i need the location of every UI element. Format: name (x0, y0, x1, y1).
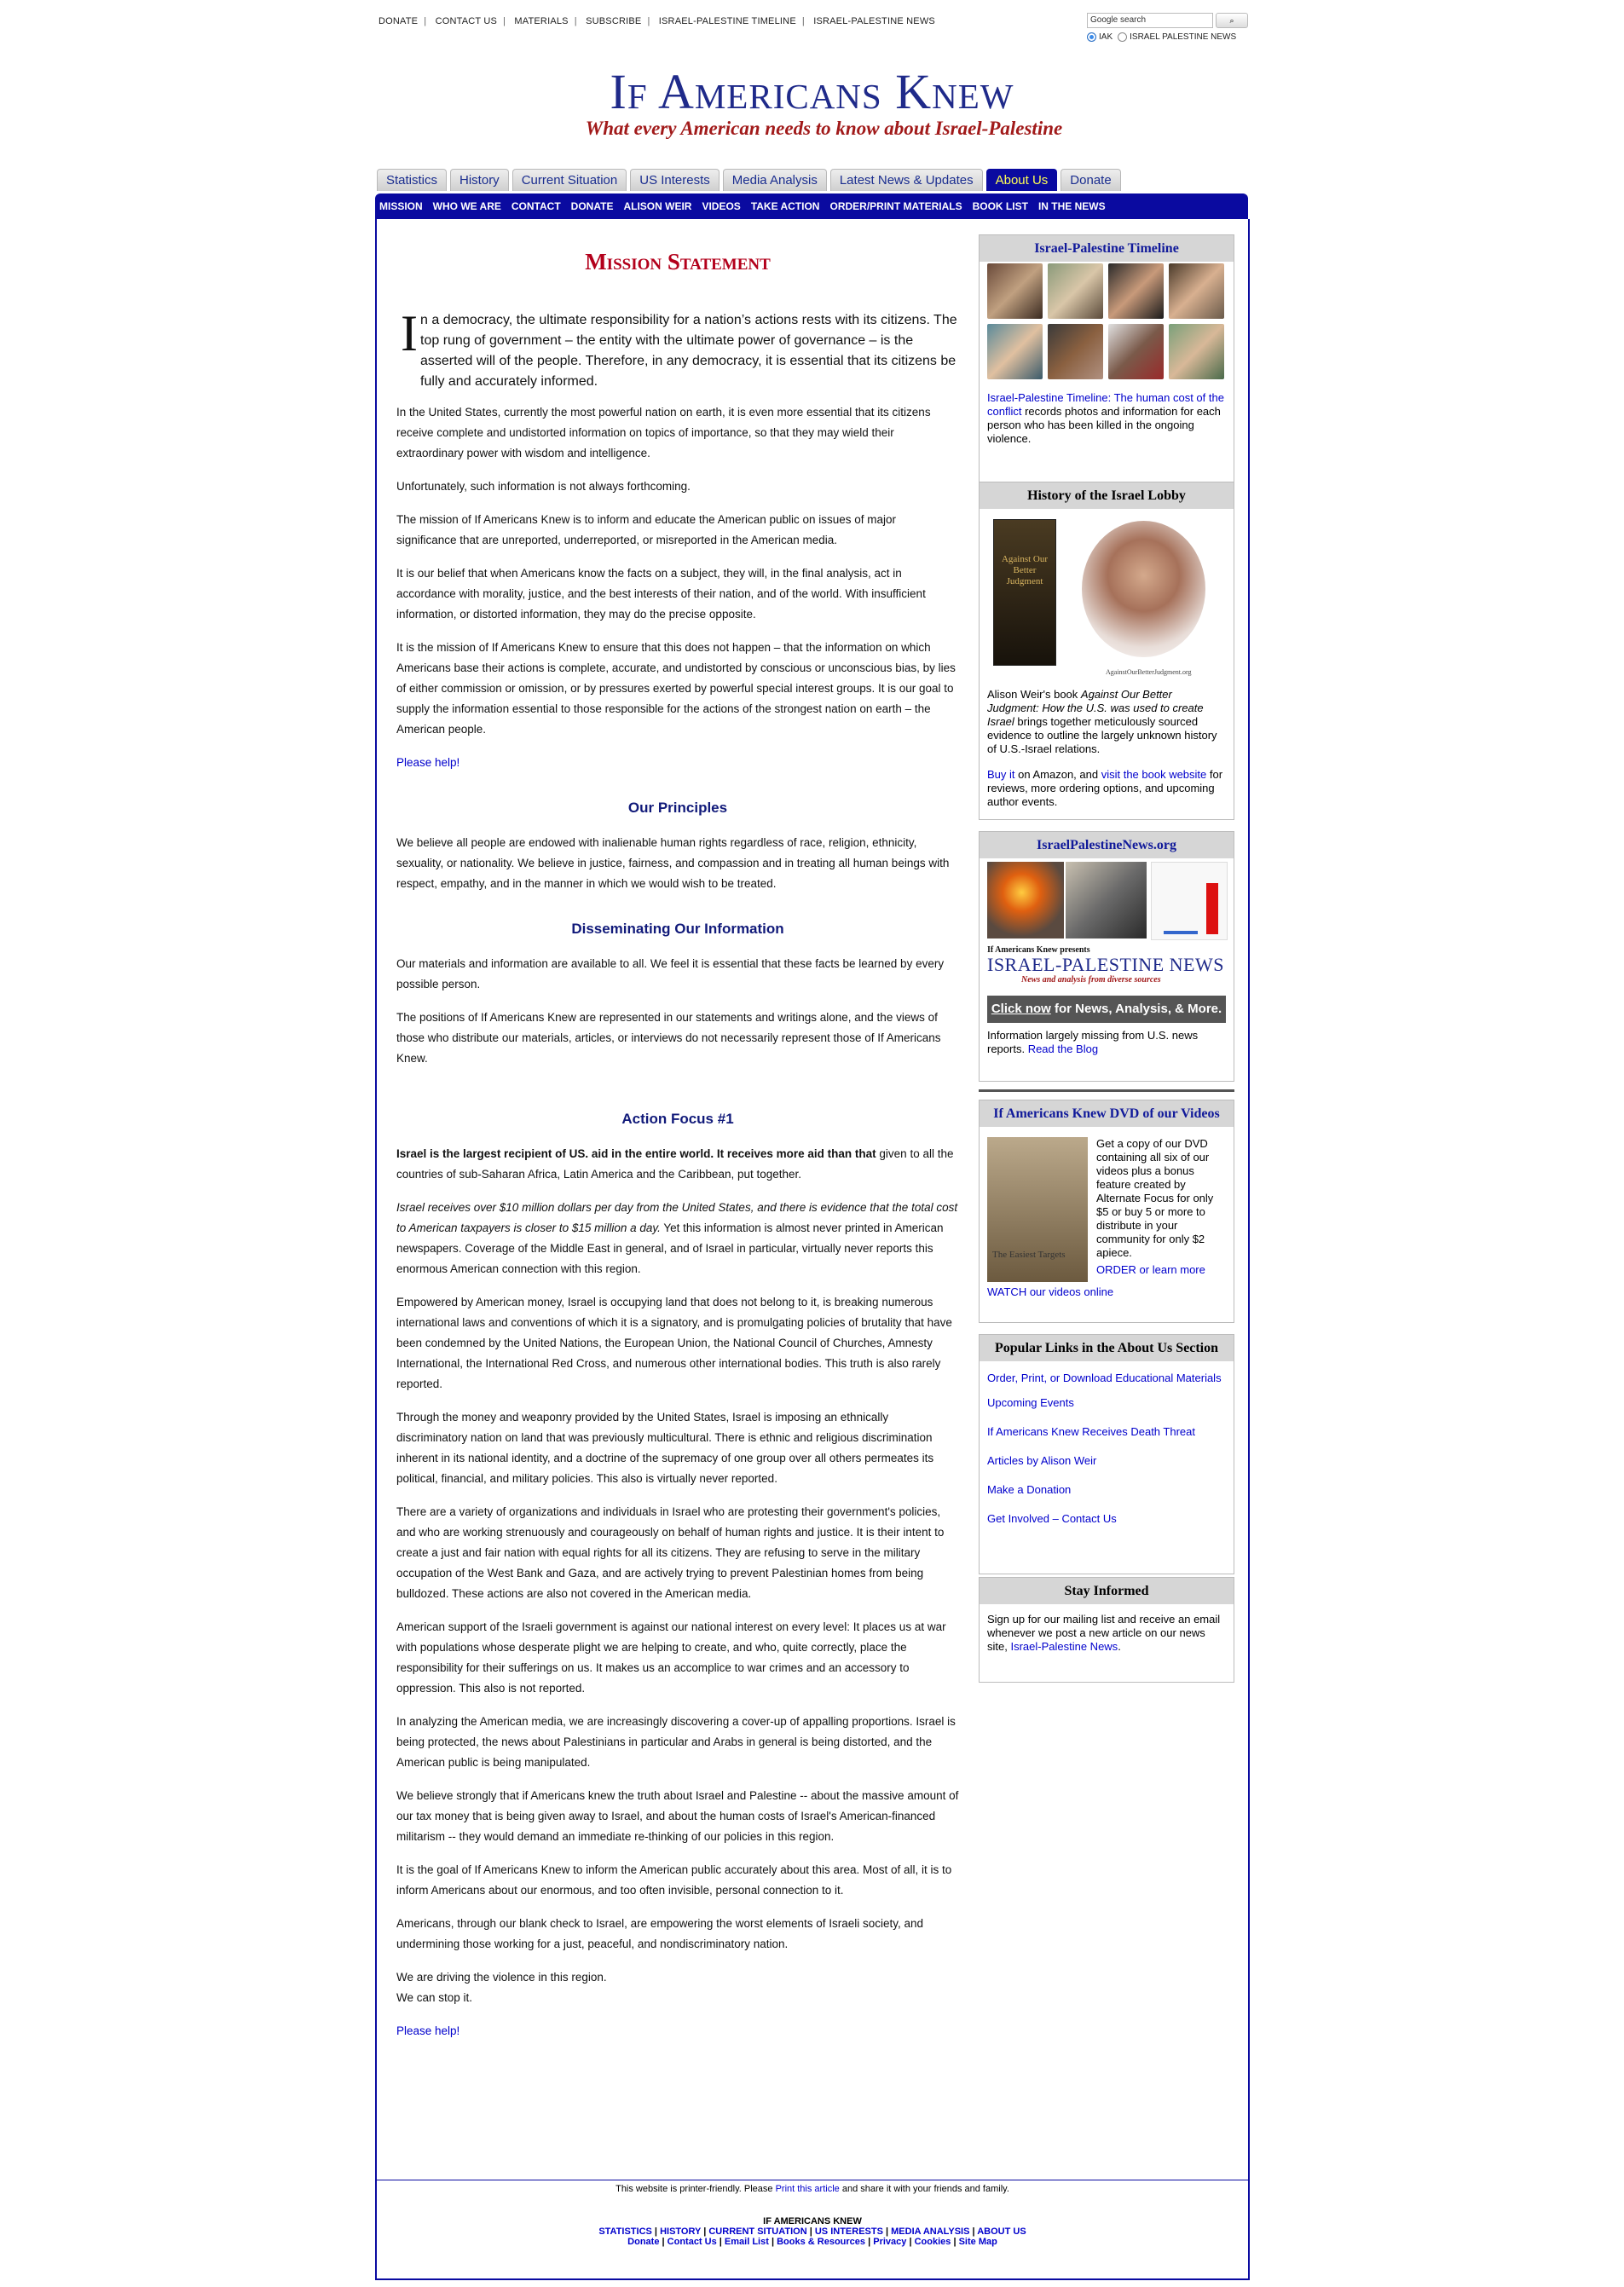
book-website-caption: AgainstOurBetterJudgment.org (1106, 668, 1192, 676)
subnav-videos[interactable]: VIDEOS (702, 200, 741, 212)
news-brand: ISRAEL-PALESTINE NEWS (987, 954, 1224, 975)
paragraph: In analyzing the American media, we are increasingly discovering a cover-up of appalling proportions. Israel is being protected, the news about Palestinians in particular and Arabs in general is being distorted, and the American public is being manipulated. (396, 1715, 956, 1769)
subnav-who-we-are[interactable]: WHO WE ARE (432, 200, 501, 212)
tab-history[interactable]: History (450, 169, 509, 191)
radio-news[interactable] (1118, 32, 1127, 42)
paragraph: It is the goal of If Americans Knew to inform the American public accurately about this area. Most of all, it is to inform Americans about our enormous, and too often invisible, personal connection to it. (396, 1863, 952, 1897)
paragraph: We believe all people are endowed with inalienable human rights regardless of race, religion, ethnicity, sexuality, or nationality. We believe in justice, fairness, and compassion and in treating all human beings with respect, empathy, and in the manner in which we would wish to be treated. (396, 836, 950, 890)
footer-link[interactable]: Privacy (873, 2237, 907, 2247)
widget-body (980, 388, 1234, 453)
topnav-timeline[interactable]: ISRAEL-PALESTINE TIMELINE (658, 16, 796, 26)
widget-title[interactable]: If Americans Knew DVD of our Videos (980, 1100, 1234, 1127)
lead-paragraph (396, 305, 959, 392)
paragraph: We believe strongly that if Americans knew the truth about Israel and Palestine -- about the massive amount of our tax money that is being given away to Israel, and about the human costs of Israel's American-financed militarism -- they would demand an immediate re-thinking of our policies in this region. (396, 1789, 959, 1843)
dvd-cover-title: The Easiest Targets (992, 1250, 1066, 1260)
search-widget (1087, 13, 1249, 42)
tab-latest-news[interactable]: Latest News & Updates (830, 169, 983, 191)
victim-photo[interactable] (1048, 324, 1103, 379)
main-content (396, 247, 959, 2054)
top-utility-nav: DONATE | CONTACT US | MATERIALS | SUBSCRIBE | ISRAEL-PALESTINE TIMELINE | ISRAEL-PALESTINE NEWS (379, 16, 935, 26)
footer-link[interactable]: MEDIA ANALYSIS (891, 2226, 970, 2237)
stay-text-end: . (1118, 1640, 1121, 1653)
news-site-link[interactable]: Israel-Palestine News (1010, 1640, 1118, 1653)
tab-about-us[interactable]: About Us (986, 169, 1058, 191)
paragraph: The mission of If Americans Knew is to inform and educate the American public on issues of major significance that are unreported, underreported, or misreported in the American media. (396, 513, 897, 546)
search-input[interactable]: Google search (1087, 13, 1213, 28)
heading-action-focus: Action Focus #1 (621, 1111, 734, 1127)
paragraph: Empowered by American money, Israel is occupying land that does not belong to it, is breaking numerous international laws and conventions of which it is a signatory, and is promulgating policies of brutality that have been condemned by the United Nations, the European Union, the National Council of Churches, Amnesty International, the International Red Cross, and numerous other international bodies. This truth is also rarely reported. (396, 1296, 952, 1390)
footer-text: and share it with your friends and family. (839, 2184, 1009, 2194)
footer-link[interactable]: Contact Us (667, 2237, 717, 2247)
lobby-text: brings together meticulously sourced evidence to outline the largely unknown history of U.S.-Israel relations. (987, 715, 1217, 755)
footer-print-note (375, 2184, 1250, 2194)
lobby-text: for reviews, more ordering options, and upcoming author events. (987, 768, 1223, 808)
footer-link[interactable]: ABOUT US (977, 2226, 1026, 2237)
footer-link[interactable]: Email List (724, 2237, 769, 2247)
heading-disseminating: Disseminating Our Information (571, 921, 784, 937)
victim-photo-grid[interactable] (987, 263, 1234, 379)
subnav-contact[interactable]: CONTACT (511, 200, 561, 212)
tab-media-analysis[interactable]: Media Analysis (723, 169, 827, 191)
news-presents: If Americans Knew presents (987, 945, 1090, 955)
paragraph: It is our belief that when Americans know the facts on a subject, they will, in the final analysis, act in accordance with morality, justice, and the best interests of their nation, and of the world. With insufficient information, or distorted information, they may do the precise opposite. (396, 567, 926, 621)
footer-link[interactable]: Donate (627, 2237, 660, 2247)
lobby-text: on Amazon, and (1014, 768, 1101, 781)
widget-title: Popular Links in the About Us Section (980, 1335, 1234, 1361)
radio-iak[interactable] (1087, 32, 1096, 42)
buy-link[interactable]: Buy it (987, 768, 1015, 781)
subnav-in-the-news[interactable]: IN THE NEWS (1037, 200, 1106, 212)
widget-title[interactable]: IsraelPalestineNews.org (980, 832, 1234, 858)
news-photo-man (1066, 862, 1147, 938)
paragraph (396, 1198, 959, 1279)
popular-link[interactable]: If Americans Knew Receives Death Threat (987, 1425, 1195, 1438)
action-text: given to all the countries of sub-Saharan Africa, Latin America and the Caribbean, put together. (396, 1147, 954, 1181)
widget-news (979, 831, 1234, 1082)
news-banner[interactable] (987, 862, 1226, 1041)
news-photo-explosion (987, 862, 1064, 938)
book-website-link[interactable]: visit the book website (1101, 768, 1207, 781)
footer-link[interactable]: HISTORY (660, 2226, 702, 2237)
footer-link[interactable]: Books & Resources (777, 2237, 866, 2247)
print-link[interactable]: Print this article (775, 2184, 840, 2194)
footer-link[interactable]: Site Map (958, 2237, 997, 2247)
tab-us-interests[interactable]: US Interests (630, 169, 720, 191)
victim-photo[interactable] (1169, 263, 1224, 319)
read-blog-link[interactable]: Read the Blog (1027, 1042, 1099, 1055)
popular-link[interactable]: Make a Donation (987, 1483, 1072, 1496)
paragraph: Americans, through our blank check to Israel, are empowering the worst elements of Israeli society, and undermining those working for a just, peaceful, and nondiscriminatory nation. (396, 1917, 924, 1950)
book-cover-title: Against Our Better Judgment (1001, 554, 1049, 586)
paragraph: Our materials and information are available to all. We feel it is essential that these facts be learned by every possible person. (396, 957, 945, 990)
widget-body (980, 1361, 1234, 1533)
news-brand-sub: News and analysis from diverse sources (1021, 975, 1161, 985)
logo-tagline: What every American needs to know about Israel-Palestine (585, 118, 1063, 139)
footer-utility-links: Donate | Contact Us | Email List | Books & Resources | Privacy | Cookies | Site Map (627, 2237, 997, 2247)
main-tabs (377, 169, 1124, 191)
widget-title: Stay Informed (980, 1578, 1234, 1604)
footer-link[interactable]: Cookies (914, 2237, 951, 2247)
widget-title[interactable]: Israel-Palestine Timeline (980, 235, 1234, 262)
tab-statistics[interactable]: Statistics (377, 169, 447, 191)
paragraph (396, 1144, 959, 1185)
topnav-materials[interactable]: MATERIALS (514, 16, 569, 26)
closing-line-1: We are driving the violence in this region. (396, 1971, 607, 1984)
topnav-donate[interactable]: DONATE (379, 16, 419, 26)
footer (375, 2184, 1250, 2247)
victim-photo[interactable] (1048, 263, 1103, 319)
footer-link[interactable]: CURRENT SITUATION (708, 2226, 807, 2237)
paragraph: The positions of If Americans Knew are represented in our statements and writings alone, and the views of those who distribute our materials, articles, or interviews do not necessarily represent those of If Americans Knew. (396, 1011, 941, 1065)
topnav-subscribe[interactable]: SUBSCRIBE (586, 16, 642, 26)
paragraph: In the United States, currently the most powerful nation on earth, it is even more essential that its citizens receive complete and undistorted information on topics of importance, so that they may wield their extraordinary power with wisdom and intelligence. (396, 406, 931, 459)
popular-link[interactable]: Upcoming Events (987, 1396, 1074, 1409)
site-logo[interactable] (0, 66, 1624, 140)
paragraph (396, 1967, 959, 2008)
popular-link[interactable]: Order, Print, or Download Educational Materials (987, 1372, 1222, 1384)
widget-title: History of the Israel Lobby (980, 482, 1234, 509)
paragraph: There are a variety of organizations and individuals in Israel who are protesting their government's policies, and who are working strenuously and courageously on behalf of human rights and justice. It is their intent to create a just and fair nation with equal rights for all its citizens. They are refusing to serve in the military occupation of the West Bank and Gaza, and are actively trying to prevent Palestinian homes from being bulldozed. These actions are also not covered in the American media. (396, 1505, 945, 1600)
topnav-contact[interactable]: CONTACT US (435, 16, 498, 26)
topnav-news[interactable]: ISRAEL-PALESTINE NEWS (813, 16, 935, 26)
drop-cap: I (401, 305, 418, 361)
subnav-mission[interactable]: MISSION (379, 200, 423, 212)
book-cover[interactable] (993, 519, 1056, 666)
widget-lobby (979, 482, 1234, 820)
logo-title: If Americans Knew (610, 64, 1014, 119)
book-title: Against Our Better Judgment: How the U.S. was used to create Israel (987, 688, 1204, 728)
search-button[interactable]: ⌕ (1216, 13, 1248, 28)
footer-section-links: STATISTICS | HISTORY | CURRENT SITUATION | US INTERESTS | MEDIA ANALYSIS | ABOUT US (598, 2226, 1026, 2237)
widget-dvd (979, 1100, 1234, 1323)
timeline-text: records photos and information for each person who has been killed in the ongoing violence. (987, 405, 1221, 445)
victim-photo[interactable] (1169, 324, 1224, 379)
radio-news-label: ISRAEL PALESTINE NEWS (1130, 32, 1237, 42)
page-title: Mission Statement (585, 249, 771, 274)
subnav-take-action[interactable]: TAKE ACTION (750, 200, 820, 212)
paragraph: American support of the Israeli government is against our national interest on every level: It places us at war with populations whose desperate plight we are helping to create, and who, quite correctly, place the responsibility for their sufferings on us. It makes us an accomplice to war crimes and an accessory to oppression. This also is not reported. (396, 1620, 946, 1695)
dvd-order-link[interactable]: ORDER or learn more (1096, 1263, 1205, 1276)
widget-body (980, 681, 1234, 816)
news-click-button[interactable] (987, 996, 1226, 1023)
widget-body (980, 1127, 1234, 1306)
subnav-donate[interactable]: DONATE (570, 200, 614, 212)
widget-stay-informed (979, 1577, 1234, 1683)
sub-nav (375, 193, 1248, 219)
watch-videos-link[interactable]: WATCH our videos online (987, 1285, 1114, 1298)
widget-body (980, 1604, 1234, 1660)
footer-link[interactable]: STATISTICS (598, 2226, 652, 2237)
lobby-text: Alison Weir's book (987, 688, 1081, 701)
closing-line-2: We can stop it. (396, 1991, 473, 2004)
popular-link[interactable]: Get Involved – Contact Us (987, 1512, 1117, 1525)
footer-text: This website is printer-friendly. Please (616, 2184, 776, 2194)
click-now-label: Click now (991, 1002, 1051, 1016)
paragraph: Through the money and weaponry provided by the United States, Israel is imposing an ethnically discriminatory nation on land that was previously multicultural. There is ethnic and religious discrimination inherent in its national identity, and a doctrine of the supremacy of one group over all others permeates its political, financial, and military policies. This also is virtually never reported. (396, 1411, 934, 1485)
please-help-link[interactable]: Please help! (396, 756, 460, 769)
tab-current-situation[interactable]: Current Situation (512, 169, 627, 191)
stay-text: Sign up for our mailing list and receive an email whenever we post a new article on our news site, (987, 1613, 1221, 1653)
action-bold-text: Israel is the largest recipient of US. aid in the entire world. It receives more aid than that (396, 1147, 876, 1160)
paragraph: Unfortunately, such information is not always forthcoming. (396, 480, 691, 493)
widget-timeline (979, 234, 1234, 483)
widget-popular-links (979, 1334, 1234, 1574)
radio-iak-label: IAK (1099, 32, 1113, 42)
paragraph: It is the mission of If Americans Knew to ensure that this does not happen – that the information on which Americans base their actions is complete, accurate, and undistorted by conscious or unconscious bias, by lies of either commission or omission, or by pressures exerted by powerful special interest groups. It is our goal to supply the information essential to those responsible for the actions of the strongest nation on earth – the American people. (396, 641, 956, 736)
heading-principles: Our Principles (627, 800, 728, 816)
victim-photo[interactable] (1108, 324, 1164, 379)
lead-text: n a democracy, the ultimate responsibility for a nation’s actions rests with its citizens. The top rung of government – the entity with the ultimate power of governance – is the asserted will of the people. Therefore, in any democracy, it is essential that its citizens be fully and accurately informed. (420, 313, 957, 389)
news-text: Information largely missing from U.S. news reports. (987, 1029, 1199, 1055)
dvd-cover[interactable] (987, 1137, 1088, 1282)
lobby-images[interactable] (980, 519, 1234, 681)
action-italic-text: Israel receives over $10 million dollars per day from the United States, and there is evidence that the total cost to American taxpayers is closer to $15 million a day. (396, 1201, 958, 1234)
sidebar-divider (979, 1089, 1234, 1092)
victim-photo[interactable] (987, 263, 1043, 319)
subnav-book-list[interactable]: BOOK LIST (972, 200, 1028, 212)
popular-link[interactable]: Articles by Alison Weir (987, 1454, 1097, 1467)
dvd-text: Get a copy of our DVD containing all six of our videos plus a bonus feature created by Alternate Focus for only $5 or buy 5 or more to distribute in your community for only $2 apiece. (1096, 1137, 1214, 1259)
tab-donate[interactable]: Donate (1061, 169, 1120, 191)
footer-site-name: IF AMERICANS KNEW (763, 2216, 862, 2226)
click-rest-label: for News, Analysis, & More. (1050, 1002, 1222, 1016)
victim-photo[interactable] (987, 324, 1043, 379)
subnav-alison-weir[interactable]: ALISON WEIR (623, 200, 692, 212)
news-chart-image (1151, 862, 1228, 940)
footer-link[interactable]: US INTERESTS (814, 2226, 883, 2237)
subnav-order-materials[interactable]: ORDER/PRINT MATERIALS (829, 200, 962, 212)
author-photo[interactable] (1082, 521, 1205, 657)
victim-photo[interactable] (1108, 263, 1164, 319)
action-text: Yet this information is almost never printed in American newspapers. Coverage of the Middle East in general, and of Israel in particular, virtually never reports this enormous American connection with this region. (396, 1221, 944, 1275)
timeline-link[interactable]: Israel-Palestine Timeline: The human cost of the conflict (987, 391, 1224, 418)
please-help-link[interactable]: Please help! (396, 2024, 460, 2037)
